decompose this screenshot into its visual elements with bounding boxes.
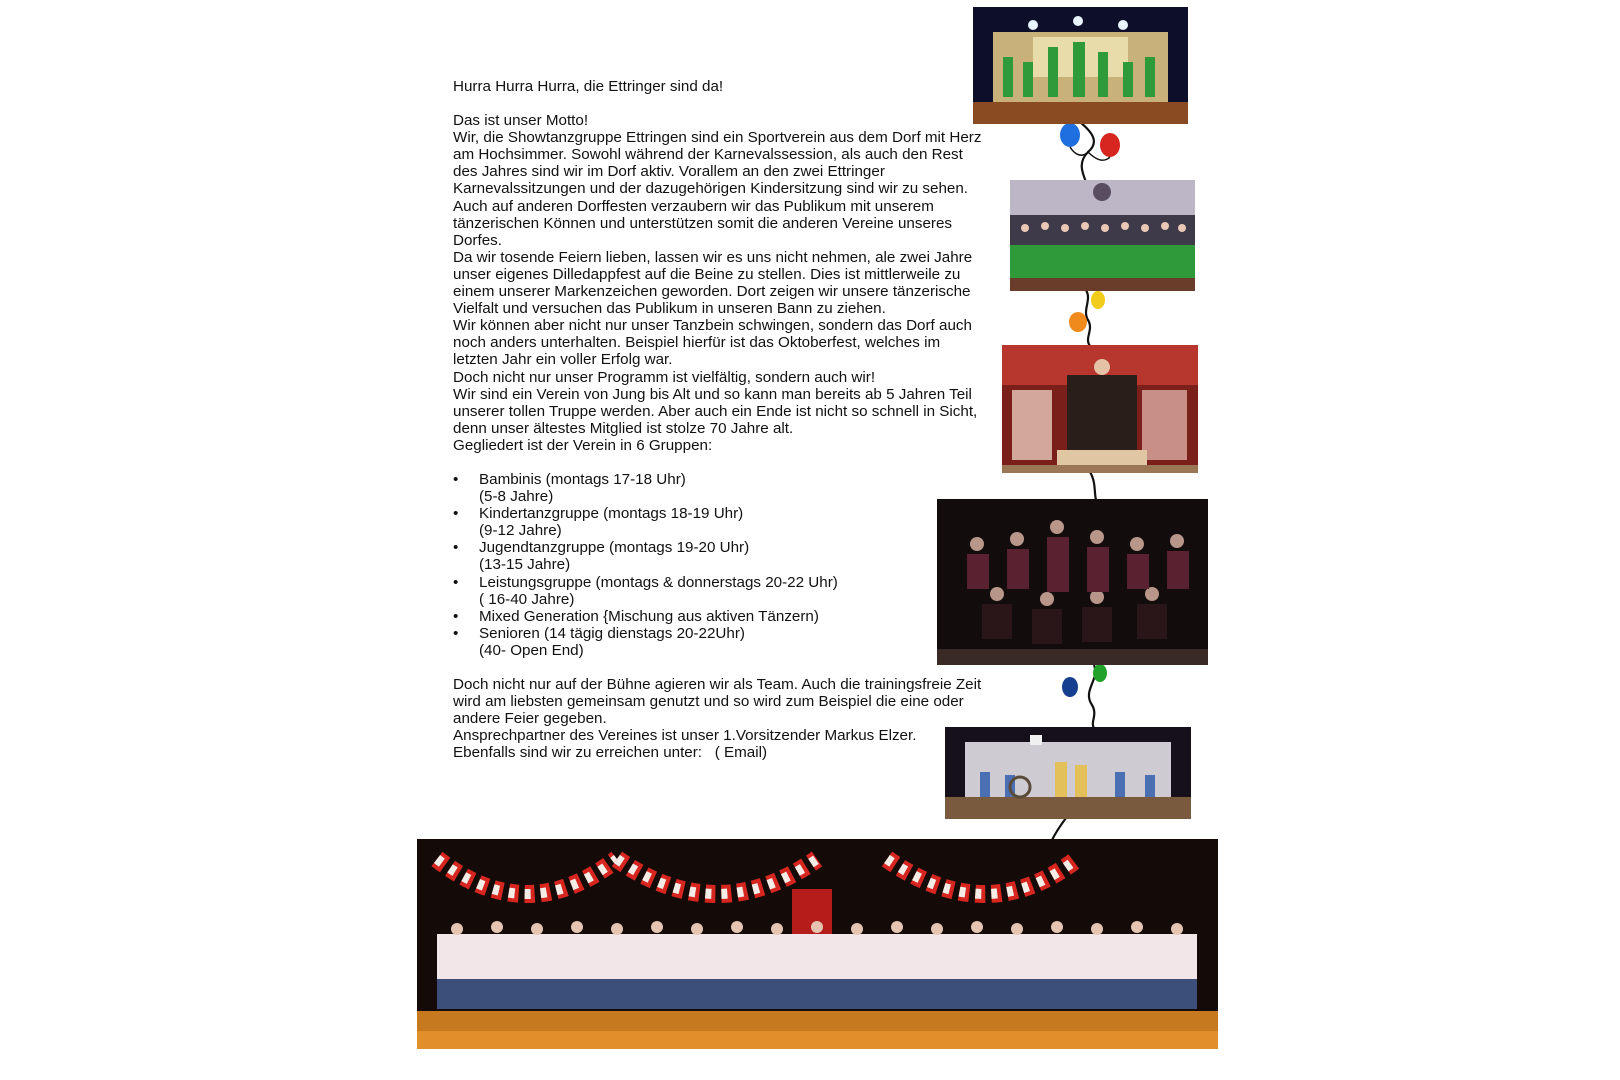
group-name: • Bambinis (montags 17-18 Uhr)	[479, 470, 686, 488]
group-list	[453, 471, 1013, 659]
intro-line: Vielfalt und versuchen das Publikum in unseren Bann zu ziehen.	[453, 300, 886, 318]
intro-line: des Jahres sind wir im Dorf aktiv. Vorallem an den zwei Ettringer	[453, 163, 885, 181]
group-age: ( 16-40 Jahre)	[479, 590, 575, 608]
group-age: (40- Open End)	[479, 641, 584, 659]
group-item-senioren	[453, 625, 1013, 659]
group-name: • Kindertanzgruppe (montags 18-19 Uhr)	[479, 505, 744, 523]
contact-line: Ebenfalls sind wir zu erreichen unter: ( Email)	[453, 744, 767, 762]
balloon-pair-top	[1060, 123, 1120, 160]
outro-line: Ansprechpartner des Vereines ist unser 1.Vorsitzender Markus Elzer.	[453, 727, 917, 745]
group-name: • Senioren (14 tägig dienstags 20-22Uhr)	[479, 624, 745, 642]
balloon-pair-second	[1069, 291, 1105, 332]
group-item-mixed-generation	[453, 608, 1013, 625]
intro-line: tänzerischen Können und unterstützen somit die anderen Vereine unseres	[453, 214, 952, 232]
group-age: (9-12 Jahre)	[479, 522, 562, 540]
intro-line: unser eigenes Dilledappfest auf die Beine zu stellen. Dies ist mittlerweile zu	[453, 265, 961, 283]
outro-line: wird am liebsten gemeinsam genutzt und so wird zum Beispiel die eine oder	[453, 693, 964, 711]
group-item-bambinis	[453, 471, 1013, 505]
intro-line: Doch nicht nur unser Programm ist vielfältig, sondern auch wir!	[453, 368, 876, 386]
photo-group-stage-balloons	[417, 839, 1218, 1049]
group-item-leistungsgruppe	[453, 574, 1013, 608]
slogan: Hurra Hurra Hurra, die Ettringer sind da!	[453, 78, 724, 95]
photo-carnival-session	[1010, 180, 1195, 291]
intro-line: Gegliedert ist der Verein in 6 Gruppen:	[453, 436, 713, 454]
group-name: • Jugendtanzgruppe (montags 19-20 Uhr)	[479, 539, 750, 557]
group-age: (5-8 Jahre)	[479, 488, 554, 506]
intro-line: letzten Jahr ein voller Erfolg war.	[453, 351, 673, 369]
balloon-pair-third	[1062, 664, 1107, 697]
intro-line: Wir können aber nicht nur unser Tanzbein schwingen, sondern das Dorf auch	[453, 317, 972, 335]
article-text	[453, 78, 1013, 761]
group-item-kindertanzgruppe	[453, 505, 1013, 539]
outro-line: andere Feier gegeben.	[453, 710, 607, 728]
intro-line: Karnevalssitzungen und der dazugehörigen Kindersitzung sind wir zu sehen.	[453, 180, 969, 198]
intro-line: noch anders unterhalten. Beispiel hierfür ist das Oktoberfest, welches im	[453, 334, 941, 352]
intro-line: Wir sind ein Verein von Jung bis Alt und so kann man bereits ab 5 Jahren Teil	[453, 385, 972, 403]
intro-line: am Hochsimmer. Sowohl während der Karnevalssession, als auch den Rest	[453, 146, 963, 164]
group-age: (13-15 Jahre)	[479, 556, 571, 574]
intro-line: Dorfes.	[453, 231, 502, 249]
photo-pyramid-performance	[1002, 345, 1198, 473]
intro-line: Wir, die Showtanzgruppe Ettringen sind ein Sportverein aus dem Dorf mit Herz	[453, 129, 982, 147]
intro-line: Da wir tosende Feiern lieben, lassen wir es uns nicht nehmen, ale zwei Jahre	[453, 248, 973, 266]
intro-line: Das ist unser Motto!	[453, 112, 589, 130]
intro-line: Auch auf anderen Dorffesten verzaubern wir das Publikum mit unserem	[453, 197, 934, 215]
outro-line: Doch nicht nur auf der Bühne agieren wir als Team. Auch die trainingsfreie Zeit	[453, 676, 982, 693]
intro-line: unserer tollen Truppe werden. Aber auch ein Ende ist nicht so schnell in Sicht,	[453, 402, 978, 420]
group-item-jugendtanzgruppe	[453, 539, 1013, 573]
group-name: • Mixed Generation {Mischung aus aktiven Tänzern)	[479, 607, 819, 625]
group-name: • Leistungsgruppe (montags & donnerstags 20-22 Uhr)	[479, 573, 838, 591]
intro-line: denn unser ältestes Mitglied ist stolze 70 Jahre alt.	[453, 419, 794, 437]
intro-line: einem unserer Markenzeichen geworden. Dort zeigen wir unsere tänzerische	[453, 283, 971, 301]
